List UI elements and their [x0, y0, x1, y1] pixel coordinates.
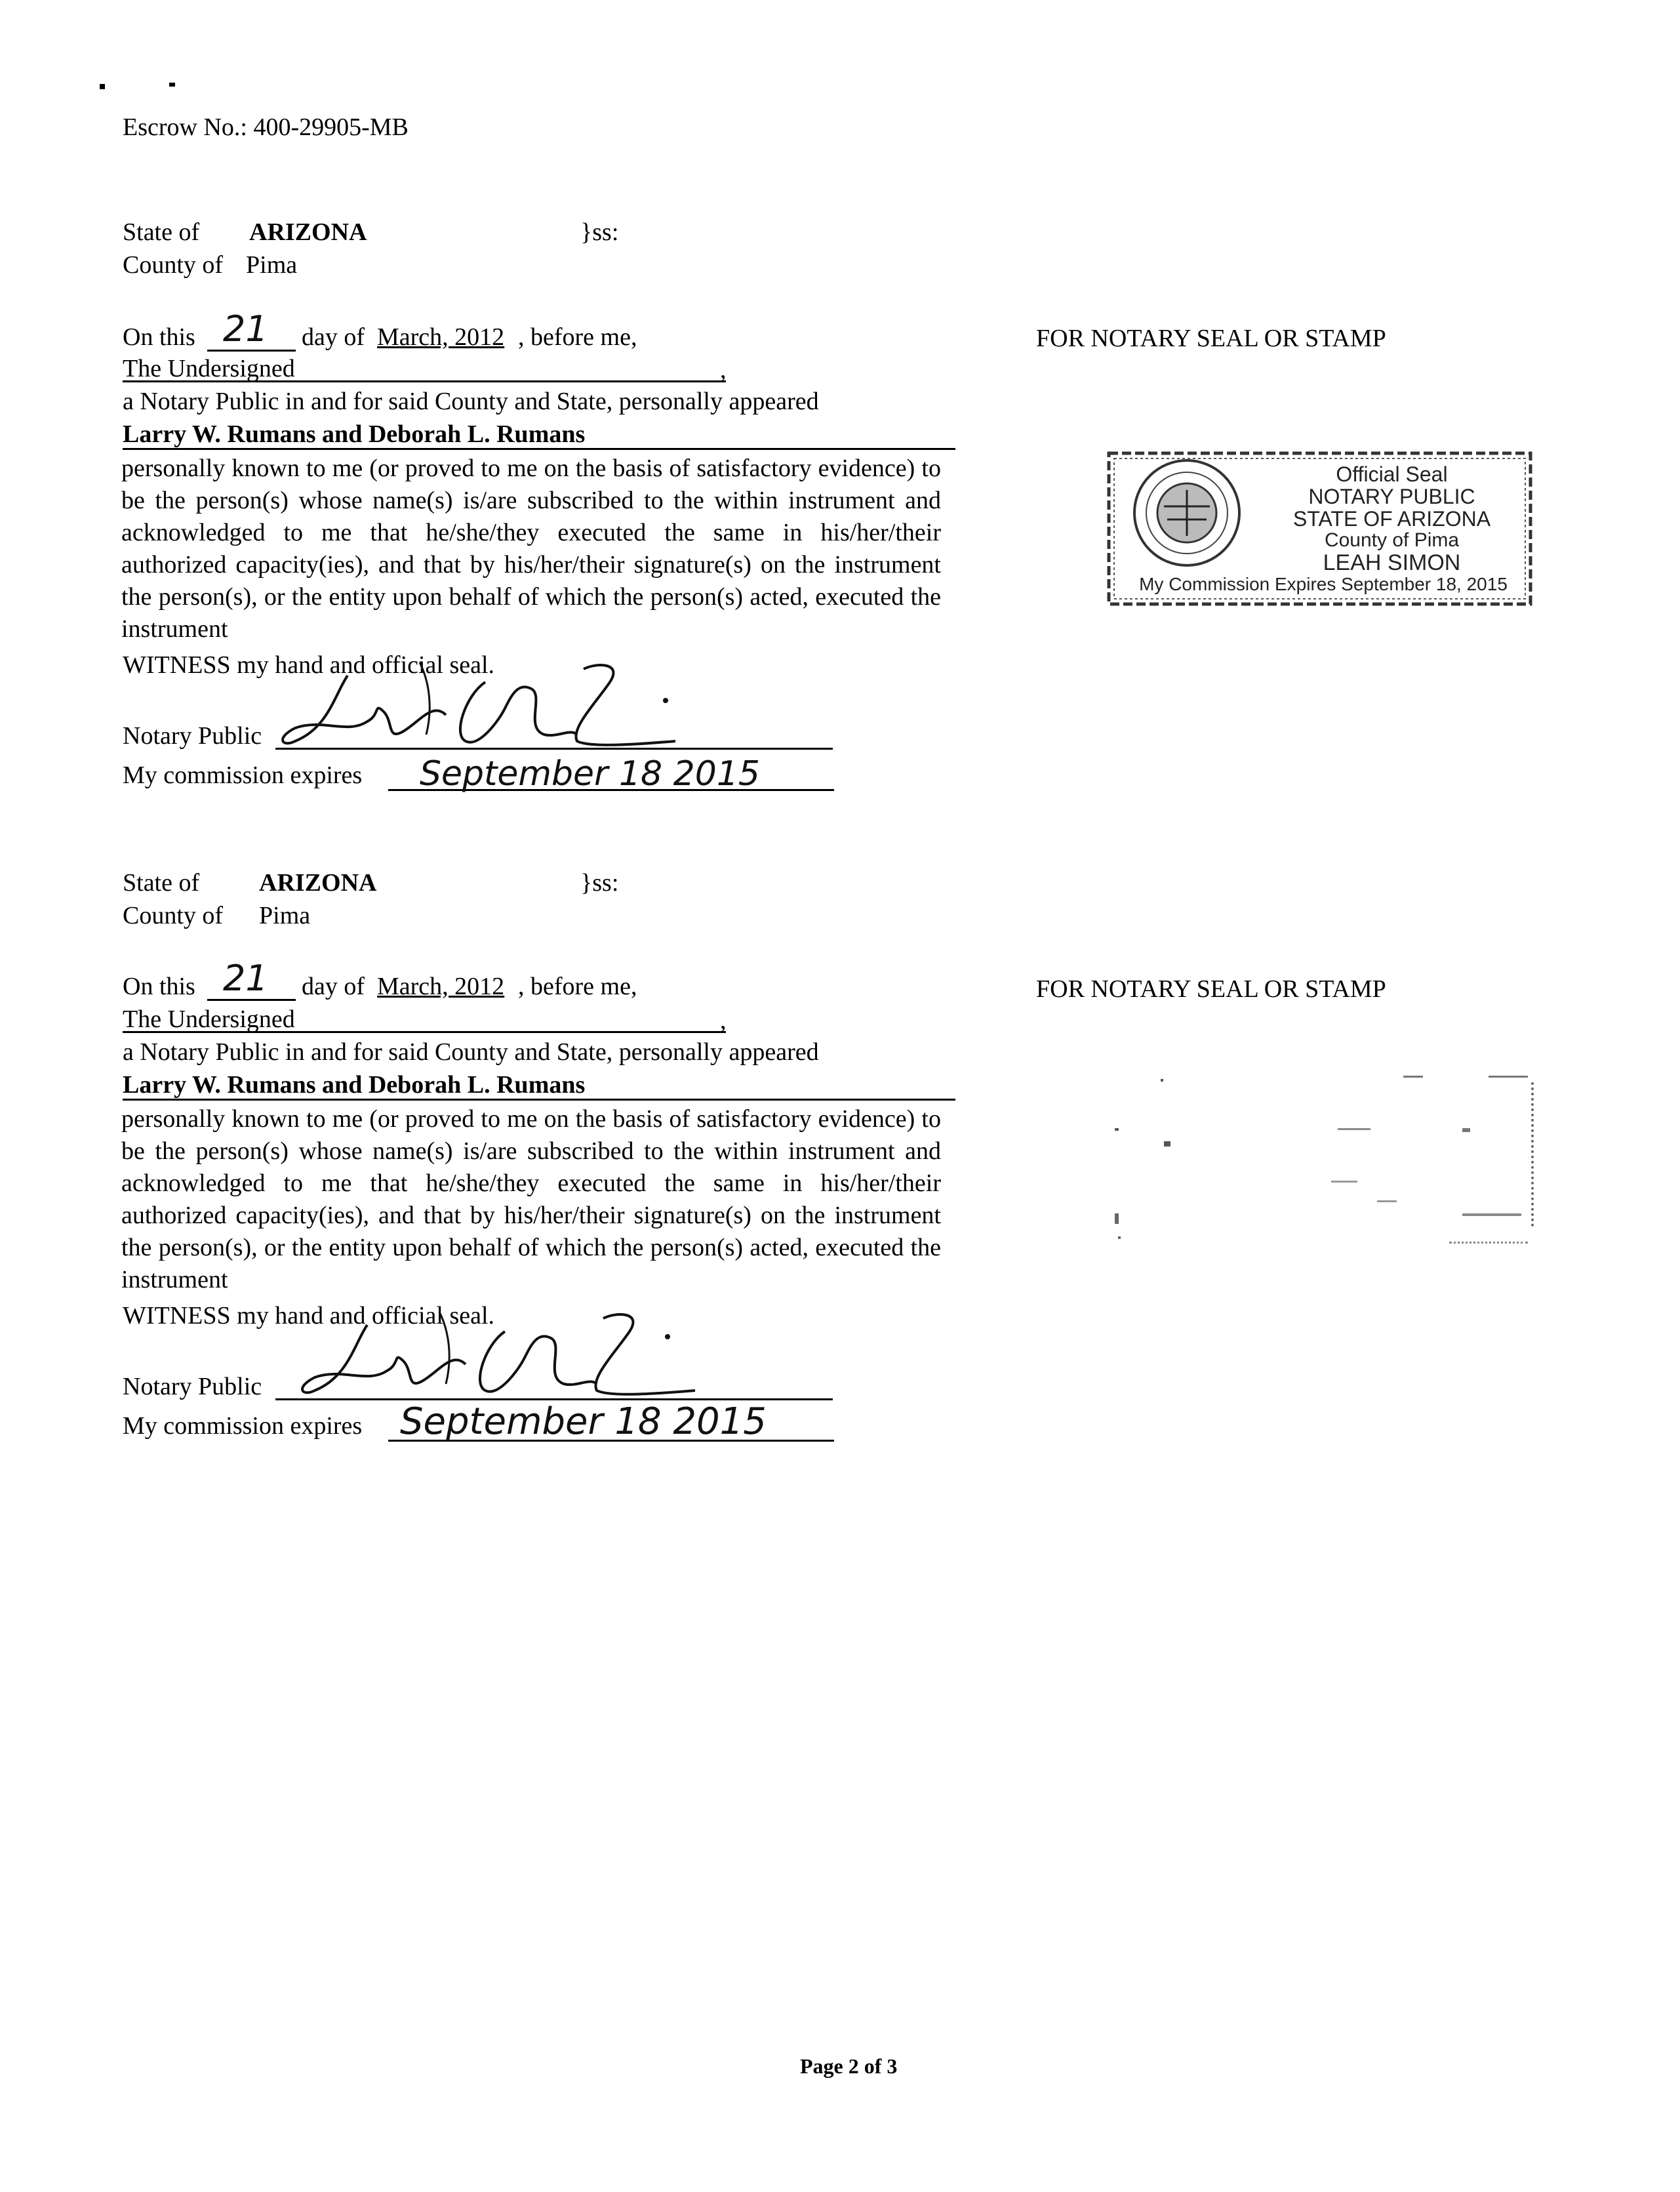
notary-statement: a Notary Public in and for said County and State, personally appeared [123, 1038, 819, 1066]
county-label: County of [123, 251, 224, 279]
notary-stamp [1105, 444, 1534, 611]
scan-mark [169, 83, 175, 87]
ss-marker: }ss: [580, 218, 619, 246]
on-this-label: On this [123, 973, 195, 1000]
county-value: Pima [246, 251, 298, 279]
appearing-names: Larry W. Rumans and Deborah L. Rumans [123, 1071, 586, 1099]
stamp-line-official-seal: Official Seal [1336, 462, 1448, 486]
before-me: , before me, [518, 323, 637, 351]
before-me: , before me, [518, 973, 637, 1000]
undersigned-line [123, 1031, 726, 1033]
commission-expiry-handwritten: September 18 2015 [400, 1400, 767, 1443]
state-value: ARIZONA [249, 218, 367, 246]
day-handwritten: 21 [223, 958, 268, 999]
notary-public-label: Notary Public [123, 1373, 262, 1400]
county-value: Pima [259, 902, 311, 929]
stamp-line-name: LEAH SIMON [1323, 550, 1461, 575]
commission-expiry-handwritten: September 18 2015 [420, 754, 760, 794]
commission-label: My commission expires [123, 1412, 363, 1440]
notary-signature [269, 656, 689, 767]
state-label: State of [123, 218, 200, 246]
stamp-line-county: County of Pima [1324, 529, 1460, 551]
commission-label: My commission expires [123, 761, 363, 789]
stamp-line-commission: My Commission Expires September 18, 2015 [1139, 574, 1508, 594]
day-of-label: day of [302, 973, 365, 1000]
undersigned: The Undersigned [123, 355, 295, 382]
on-this-label: On this [123, 323, 195, 351]
state-label: State of [123, 869, 200, 897]
county-label: County of [123, 902, 224, 929]
names-line [123, 1099, 955, 1101]
day-line [207, 999, 296, 1001]
notary-public-label: Notary Public [123, 722, 262, 750]
seal-caption: FOR NOTARY SEAL OR STAMP [1036, 325, 1386, 352]
undersigned-line [123, 380, 726, 382]
witness-line: WITNESS my hand and official seal. [123, 651, 495, 679]
seal-caption: FOR NOTARY SEAL OR STAMP [1036, 975, 1386, 1003]
escrow-number: Escrow No.: 400-29905-MB [123, 113, 409, 141]
notary-statement: a Notary Public in and for said County and State, personally appeared [123, 388, 819, 415]
stamp-line-notary-public: NOTARY PUBLIC [1308, 485, 1475, 508]
stamp-line-state: STATE OF ARIZONA [1292, 507, 1491, 531]
names-line [123, 448, 955, 450]
ss-marker: }ss: [580, 869, 619, 897]
undersigned-comma: , [720, 1007, 727, 1034]
day-handwritten: 21 [223, 308, 268, 350]
state-value: ARIZONA [259, 869, 377, 897]
witness-line: WITNESS my hand and official seal. [123, 1302, 495, 1329]
page-number: Page 2 of 3 [800, 2054, 898, 2078]
appearing-names: Larry W. Rumans and Deborah L. Rumans [123, 420, 586, 448]
acknowledgment-text: personally known to me (or proved to me on the basis of satisfactory evidence) to be the person(s) whose name(s) is/are subscribed to the within instrument and acknowledged to me that he/she/they executed the same in his/her/their authorized capacity(ies), and that by his/her/their signature(s) on the instrument the person(s), or the entity upon behalf of which the person(s) acted, executed the instrument [121, 1105, 941, 1293]
acknowledgment-text: personally known to me (or proved to me on the basis of satisfactory evidence) to be the person(s) whose name(s) is/are subscribed to the within instrument and acknowledged to me that he/she/they executed the same in his/her/their authorized capacity(ies), and that by his/her/their signature(s) on the instrument the person(s), or the entity upon behalf of which the person(s) acted, executed the instrument [121, 455, 941, 643]
month-year: March, 2012 [377, 323, 505, 351]
undersigned: The Undersigned [123, 1005, 295, 1033]
month-year: March, 2012 [377, 973, 505, 1000]
day-of-label: day of [302, 323, 365, 351]
undersigned-comma: , [720, 356, 727, 384]
scan-mark [100, 84, 105, 89]
day-line [207, 350, 296, 352]
